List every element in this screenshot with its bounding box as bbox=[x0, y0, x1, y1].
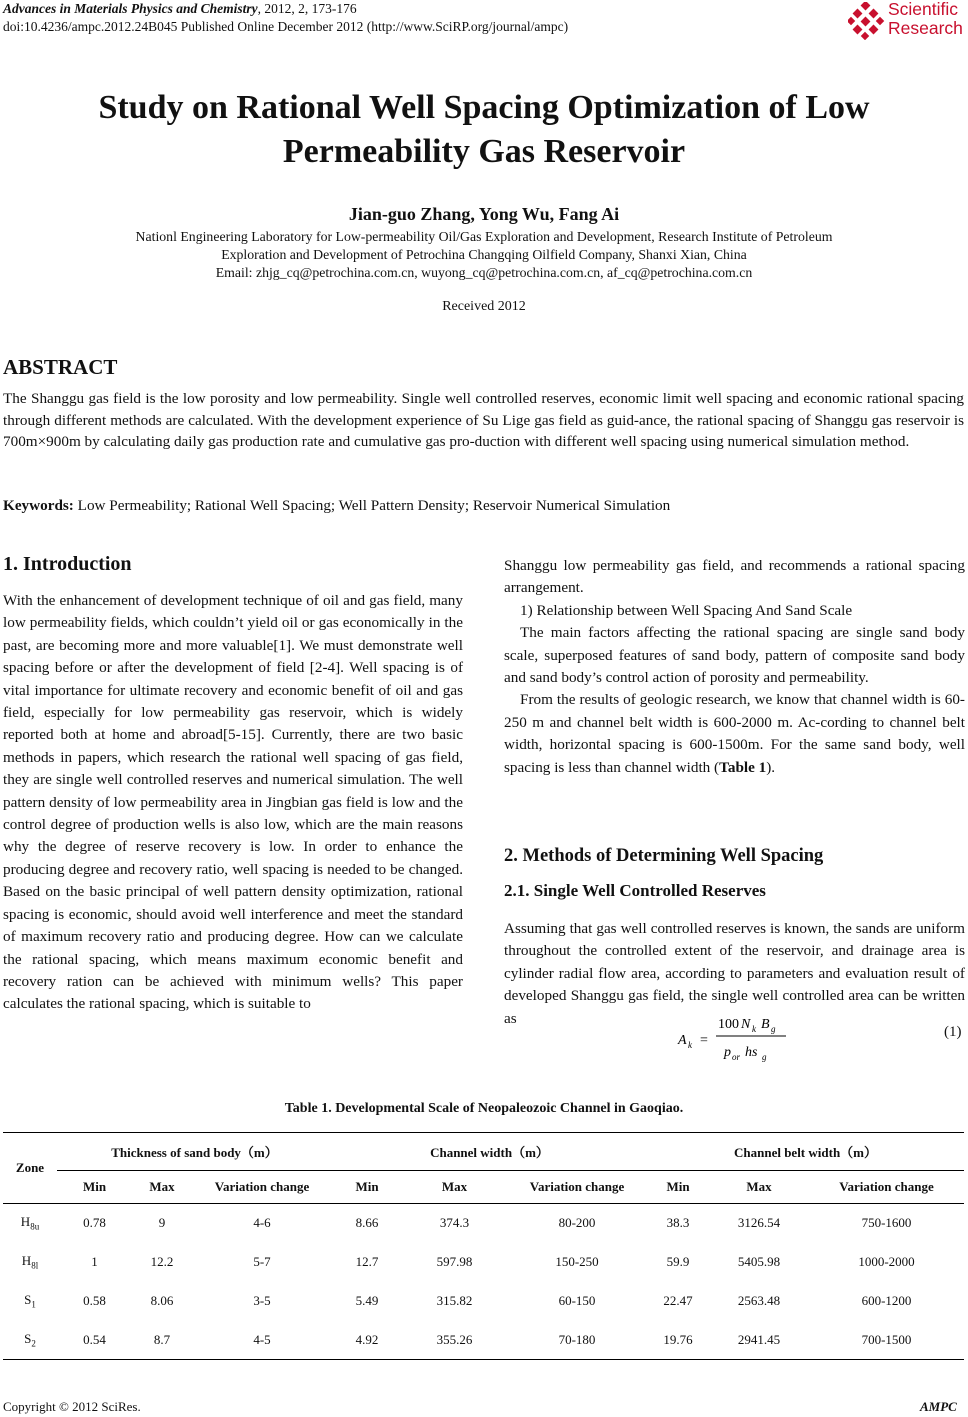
table-cell: 150-250 bbox=[555, 1254, 599, 1269]
sub-header: Min bbox=[82, 1179, 107, 1194]
table-cell: 750-1600 bbox=[861, 1215, 912, 1231]
table-cell: 80-200 bbox=[558, 1215, 596, 1231]
right-column bbox=[504, 555, 965, 779]
table-cell: 8.06 bbox=[150, 1293, 174, 1308]
table-1-reference[interactable]: Table 1 bbox=[719, 758, 767, 776]
section-heading-introduction: 1. Introduction bbox=[3, 553, 132, 575]
table-cell: 70-180 bbox=[558, 1331, 596, 1347]
data-table bbox=[3, 1132, 964, 1360]
equation-1 bbox=[676, 1008, 806, 1072]
authors: Jian-guo Zhang, Yong Wu, Fang Ai bbox=[348, 204, 620, 224]
journal-name: Advances in Materials Physics and Chemistry bbox=[3, 1, 258, 16]
table-cell: 3-5 bbox=[253, 1293, 271, 1308]
group-header-channel-width: Channel width（m） bbox=[332, 1133, 647, 1171]
publisher-logo-text bbox=[888, 0, 963, 38]
abstract-text: The Shanggu gas field is the low porosity and low permeability. Single well controlled reserves, economic limit well spacing and economic rational spacing through different methods are calculated. With the development experience of Su Lige gas field as guid-ance, the rational spacing of Shanggu gas reservoir is 700m×900m by calculating daily gas production rate and cumulative gas pro-duction with different well spacing using numerical simulation method. bbox=[3, 390, 964, 450]
table-cell: 38.3 bbox=[666, 1215, 690, 1231]
table-cell: 600-1200 bbox=[861, 1293, 912, 1308]
zone-cell: $S_2$ bbox=[24, 1330, 36, 1349]
copyright: Copyright © 2012 SciRes. bbox=[3, 1399, 141, 1414]
journal-abbreviation: AMPC bbox=[920, 1399, 957, 1414]
affiliation-line-2: Exploration and Development of Petrochina Changqing Oilfield Company, Shanxi Xian, China bbox=[221, 247, 747, 262]
table-cell: 3126.54 bbox=[737, 1215, 781, 1231]
paragraph-5: Assuming that gas well controlled reserves is known, the sands are uniform throughout the controlled extent of the reservoir, and drainage area is cylinder radial flow area, according to parameters and evaluation result of developed Shanggu gas field, the single well controlled area can be written as bbox=[504, 920, 965, 1027]
email-line: Email: zhjg_cq@petrochina.com.cn, wuyong_cq@petrochina.com.cn, af_cq@petrochina.com.cn bbox=[215, 265, 753, 280]
table-cell: 700-1500 bbox=[861, 1331, 912, 1347]
svg-text:hs: hs bbox=[745, 1045, 758, 1060]
sub-header: Min bbox=[666, 1179, 690, 1194]
table-cell: 0.78 bbox=[83, 1215, 106, 1231]
svg-text:B: B bbox=[761, 1017, 770, 1032]
zone-header: Zone bbox=[3, 1133, 57, 1204]
table-cell: 0.54 bbox=[83, 1331, 106, 1347]
table-cell: 0.58 bbox=[83, 1293, 106, 1308]
publisher-line-1: Scientific bbox=[888, 0, 959, 19]
table-cell: 374.3 bbox=[439, 1215, 470, 1231]
right-paragraph-3: The main factors affecting the rational spacing are single sand body scale, superposed features of sand body, pattern of composite sand body and sand body’s control action of porosity and permeability. bbox=[504, 624, 965, 687]
sub-header: Variation change bbox=[529, 1179, 625, 1194]
journal-line bbox=[3, 0, 357, 17]
table-cell: 8.7 bbox=[153, 1331, 171, 1347]
right-paragraph-1: Shanggu low permeability gas field, and recommends a rational spacing arrangement. bbox=[504, 557, 965, 597]
sub-header: Variation change bbox=[214, 1179, 310, 1194]
table-cell: 4.92 bbox=[355, 1331, 379, 1347]
affiliation bbox=[0, 228, 968, 282]
svg-text:k: k bbox=[752, 1024, 756, 1034]
scientific-research-logo-icon bbox=[848, 2, 888, 40]
title-line-2: Permeability Gas Reservoir bbox=[282, 133, 686, 170]
keywords-label: Keywords: bbox=[3, 497, 74, 514]
sub-header: Max bbox=[746, 1179, 772, 1194]
table-cell: 22.47 bbox=[663, 1293, 693, 1308]
introduction-paragraph: With the enhancement of development technique of oil and gas field, many low permeability fields, which couldn’t yield oil or gas economically in the past, are becoming more and more valuable[1]. We must demonstrate well spacing before or after the development of field [2-4]. Well spacing is of vital importance for ultimate recovery and economic benefit of oil and gas field, especially for low permeability gas reservoir, which is widely reported both at home and abroad[5-15]. Currently, there are two basic methods in papers, which research the rational well spacing of gas field, they are single well controlled reserves and numerical simulation. The well pattern density of low permeability area in Jingbian gas field is low and the control degree of production wells is also low, which are the main reasons why the degree of reserve recovery is low. In order to enhance the producing degree and recovery ratio, well spacing is needed to be changed. Based on the basic principal of well pattern density optimization, rational spacing is economic, should avoid well interference and meet the standard of maximum recovery ratio and producing degree. How can we calculate the rational spacing, which means maximum economic benefit and recovery ration can be achieved with minimum wells? This paper calculates the rational spacing, which is suitable to bbox=[3, 592, 463, 1013]
table-cell: 1 bbox=[91, 1254, 98, 1269]
subheading-relationship: 1) Relationship between Well Spacing And Sand Scale bbox=[520, 601, 853, 619]
svg-text:100: 100 bbox=[718, 1017, 739, 1032]
table-cell: 4-6 bbox=[253, 1215, 271, 1231]
table-cell: 355.26 bbox=[436, 1331, 473, 1347]
sub-header: Max bbox=[149, 1179, 175, 1194]
svg-text:N: N bbox=[741, 1017, 751, 1032]
table-cell: 59.9 bbox=[666, 1254, 690, 1269]
section-heading-methods: 2. Methods of Determining Well Spacing bbox=[504, 846, 824, 866]
table-cell: 5-7 bbox=[253, 1254, 271, 1269]
svg-text:g: g bbox=[762, 1052, 767, 1062]
group-header-thickness: Thickness of sand body（m） bbox=[57, 1133, 332, 1171]
affiliation-line-1: Nationl Engineering Laboratory for Low-permeability Oil/Gas Exploration and Development, Research Institute of Petroleum bbox=[135, 229, 833, 244]
table-row bbox=[3, 1243, 964, 1282]
table-cell: 12.7 bbox=[355, 1254, 379, 1269]
introduction-text bbox=[3, 590, 463, 1016]
abstract-heading: ABSTRACT bbox=[3, 355, 118, 379]
table-cell: 19.76 bbox=[663, 1331, 693, 1347]
svg-text:A: A bbox=[678, 1033, 687, 1048]
paragraph-4-text: From the results of geologic research, we know that channel width is 60-250 m and channel belt width is 600-2000 m. Ac-cording to channel belt width, horizontal spacing is 600-1500m. For the same sand body, well spacing is less than channel width ( bbox=[504, 691, 965, 776]
title-line-1: Study on Rational Well Spacing Optimization of Low bbox=[98, 89, 870, 126]
publisher-line-2: Research bbox=[888, 18, 963, 38]
doi-line: doi:10.4236/ampc.2012.24B045 Published Online December 2012 (http://www.SciRP.org/journal/ampc) bbox=[3, 19, 569, 34]
table-cell: 2563.48 bbox=[737, 1293, 781, 1308]
sub-header: Min bbox=[355, 1179, 379, 1194]
keywords bbox=[3, 497, 964, 515]
table-cell: 315.82 bbox=[436, 1293, 473, 1308]
right-paragraph-4 bbox=[504, 689, 965, 779]
table-cell: 8.66 bbox=[355, 1215, 379, 1231]
keywords-list: Low Permeability; Rational Well Spacing; Well Pattern Density; Reservoir Numerical Simulation bbox=[73, 497, 671, 514]
table-cell: 1000-2000 bbox=[858, 1254, 915, 1269]
table-cell: 5405.98 bbox=[737, 1254, 781, 1269]
subsection-heading-single-well: 2.1. Single Well Controlled Reserves bbox=[504, 881, 766, 900]
paragraph-4-end: ). bbox=[766, 758, 776, 776]
table-row bbox=[3, 1321, 964, 1360]
svg-text:p: p bbox=[724, 1045, 731, 1060]
group-header-channel-belt-width: Channel belt width（m） bbox=[647, 1133, 964, 1171]
table-cell: 2941.45 bbox=[737, 1331, 781, 1347]
zone-cell: $H_{8u}$ bbox=[20, 1214, 40, 1233]
svg-text:or: or bbox=[732, 1052, 741, 1062]
table-cell: 4-5 bbox=[253, 1331, 271, 1347]
table-cell: 597.98 bbox=[436, 1254, 473, 1269]
svg-text:=: = bbox=[700, 1033, 708, 1048]
zone-cell: $H_{8l}$ bbox=[21, 1253, 39, 1271]
table-cell: 60-150 bbox=[558, 1293, 596, 1308]
journal-issue: , 2012, 2, 173-176 bbox=[257, 1, 357, 16]
table-cell: 12.2 bbox=[150, 1254, 174, 1269]
equation-number: (1) bbox=[944, 1024, 962, 1040]
table-cell: 5.49 bbox=[355, 1293, 379, 1308]
sub-header: Variation change bbox=[839, 1179, 934, 1194]
table-row bbox=[3, 1282, 964, 1321]
table-caption: Table 1. Developmental Scale of Neopaleozoic Channel in Gaoqiao. bbox=[284, 1101, 684, 1116]
received-date: Received 2012 bbox=[442, 299, 526, 314]
table-cell: 9 bbox=[158, 1215, 166, 1231]
zone-cell: $S_1$ bbox=[24, 1292, 36, 1310]
svg-text:g: g bbox=[771, 1024, 776, 1034]
svg-text:k: k bbox=[688, 1040, 692, 1050]
paper-title bbox=[0, 86, 968, 174]
sub-header: Max bbox=[441, 1179, 468, 1194]
table-row bbox=[3, 1204, 964, 1243]
